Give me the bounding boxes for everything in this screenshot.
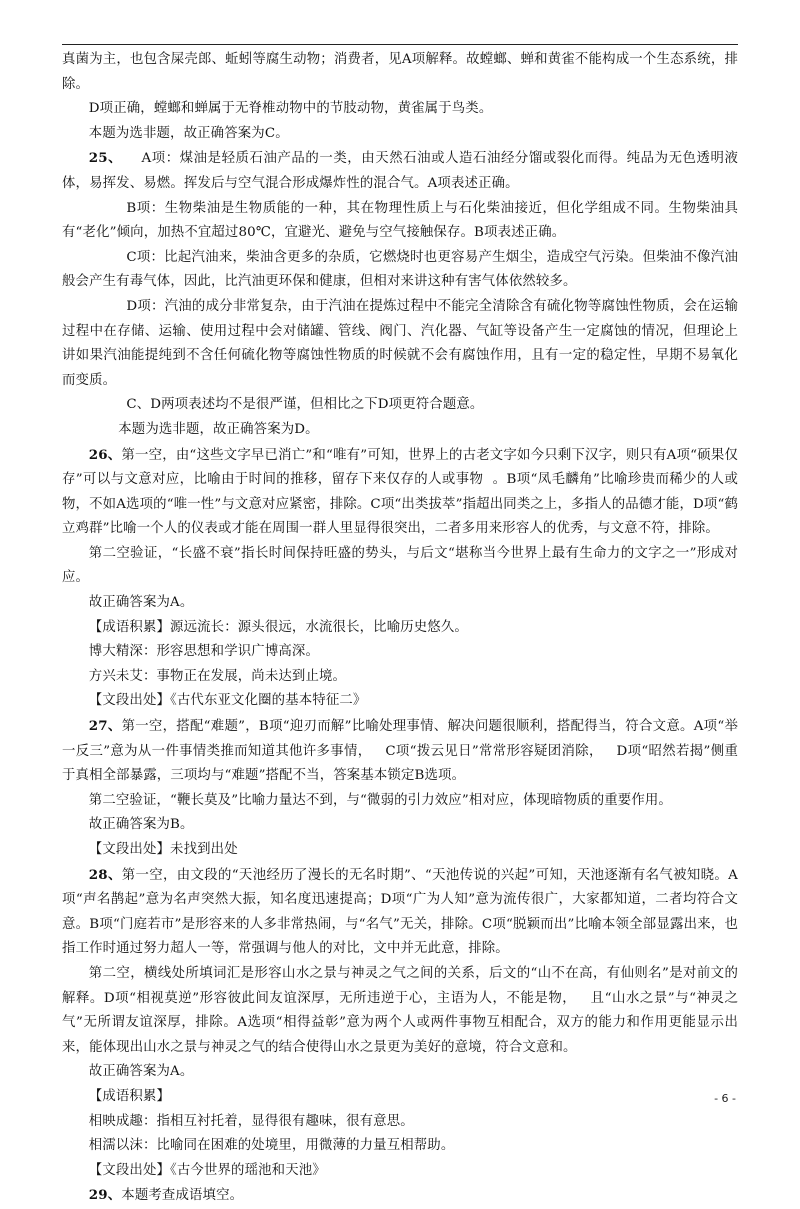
paragraph-text: 第二空，横线处所填词汇是形容山水之景与神灵之气之间的关系，后文的“山不在高，有仙则名”是对前文的解释。D项“相视莫逆”形容彼此间友谊深厚，无所违逆于心，主语为人，不能是物， 且“山水之景”与“神灵之气”无所谓友谊深厚，排除。A选项“相得益彰”意为两个人或两件事物互相配合，双方的能力和作用更能显示出来，能体现出山水之景与神灵之气的结合使得山水之景更为美好的意境，符合文意和。 <box>62 965 738 1055</box>
paragraph <box>62 418 738 443</box>
paragraph-text: 【成语积累】源远流长：源头很远，水流很长，比喻历史悠久。 <box>88 619 468 635</box>
paragraph <box>62 665 738 690</box>
paragraph <box>62 122 738 147</box>
paragraph-text: 故正确答案为A。 <box>88 595 194 611</box>
paragraph-text: 第一空，由文段的“天池经历了漫长的无名时期”、“天池传说的兴起”可知，天池逐渐有名气被知晓。A项“声名鹊起”意为名声突然大振，知名度迅速提高；D项“广为人知”意为流传很广，大家都知道，二者均符合文意。B项“门庭若市”是形容来的人多非常热闹，与“名气”无关，排除。C项“脱颖而出”比喻本领全部显露出来，也指工作时通过努力超人一等，常强调与他人的对比，文中并无此意，排除。 <box>62 867 738 957</box>
document-body <box>62 48 738 1209</box>
paragraph <box>62 962 738 1060</box>
paragraph-text: 故正确答案为B。 <box>88 817 194 833</box>
paragraph-text: A项：煤油是轻质石油产品的一类，由天然石油或人造石油经分馏或裂化而得。纯品为无色透明液体，易挥发、易燃。挥发后与空气混合形成爆炸性的混合气。A项表述正确。 <box>62 151 738 191</box>
paragraph <box>62 1060 738 1085</box>
paragraph <box>62 863 738 962</box>
question-number: 29、 <box>88 1187 122 1204</box>
paragraph <box>62 1134 738 1159</box>
question-number: 28、 <box>88 866 122 883</box>
paragraph <box>62 542 738 591</box>
paragraph-text: 真菌为主，也包含屎壳郎、蚯蚓等腐生动物；消费者，见A项解释。故螳螂、蝉和黄雀不能构成一个生态系统，排除。 <box>62 52 738 92</box>
paragraph <box>62 146 738 196</box>
paragraph-text: 第二空验证，“鞭长莫及”比喻力量达不到，与“微弱的引力效应”相对应，体现暗物质的重要作用。 <box>88 792 672 808</box>
paragraph-text: 【文段出处】《古代东亚文化圈的基本特征二》 <box>88 693 367 709</box>
paragraph <box>62 789 738 814</box>
paragraph <box>62 1110 738 1135</box>
paragraph-text: 方兴未艾：事物正在发展，尚未达到止境。 <box>88 668 347 684</box>
paragraph <box>62 1085 738 1110</box>
paragraph-text: 相濡以沫：比喻同在困难的处境里，用微薄的力量互相帮助。 <box>88 1138 455 1154</box>
paragraph <box>62 813 738 838</box>
paragraph <box>62 246 738 295</box>
page-number: - 6 - <box>714 1092 736 1105</box>
paragraph <box>62 48 738 97</box>
paragraph <box>62 197 738 246</box>
paragraph-text: 故正确答案为A。 <box>88 1064 194 1080</box>
question-number: 26、 <box>88 446 122 463</box>
paragraph-text: 【文段出处】未找到出处 <box>88 842 238 857</box>
paragraph-text: 【文段出处】《古今世界的瑶池和天池》 <box>88 1162 326 1178</box>
paragraph-text: C项：比起汽油来，柴油含更多的杂质，它燃烧时也更容易产生烟尘，造成空气污染。但柴油不像汽油般会产生有毒气体，因此，比汽油更环保和健康，但相对来讲这种有害气体依然较多。 <box>62 249 738 290</box>
question-number: 27、 <box>88 718 122 735</box>
paragraph <box>62 838 738 863</box>
paragraph-text: 本题考查成语填空。 <box>121 1188 244 1204</box>
paragraph-text: 第一空，由“这些文字早已消亡”和“唯有”可知，世界上的古老文字如今只剩下汉字，则只有A项“硕果仅存”可以与文意对应，比喻由于时间的推移，留存下来仅存的人或事物 。B项“凤毛麟角”比喻珍贵而稀少的人或物，不如A选项的“唯一性”与文意对应紧密，排除。C项“出类拔萃”指超出同类之上，多指人的品德才能，D项“鹤立鸡群”比喻一个人的仪表或才能在周围一群人里显得很突出，二者多用来形容人的优秀，与文意不符，排除。 <box>62 447 738 537</box>
paragraph <box>62 1183 738 1209</box>
paragraph-text: B项：生物柴油是生物质能的一种，其在物理性质上与石化柴油接近，但化学组成不同。生物柴油具有“老化”倾向，加热不宜超过80℃，宜避光、避免与空气接触保存。B项表述正确。 <box>62 200 738 241</box>
paragraph <box>62 443 738 542</box>
paragraph-text: 第一空，搭配“难题”，B项“迎刃而解”比喻处理事情、解决问题很顺利，搭配得当，符合文意。A项“举一反三”意为从一件事情类推而知道其他许多事情， C项“拨云见日”常常形容疑团消除， D项“昭然若揭”侧重于真相全部暴露，三项均与“难题”搭配不当，答案基本锁定B选项。 <box>62 719 739 784</box>
paragraph-text: D项：汽油的成分非常复杂，由于汽油在提炼过程中不能完全清除含有硫化物等腐蚀性物质，会在运输过程中在存储、运输、使用过程中会对储罐、管线、阀门、汽化器、气缸等设备产生一定腐蚀的情况，但理论上讲如果汽油能提纯到不含任何硫化物等腐蚀性物质的时候就不会有腐蚀作用，且有一定的稳定性，早期不易氧化而变质。 <box>62 298 738 388</box>
header-rule <box>62 44 738 45</box>
paragraph <box>62 97 738 122</box>
paragraph-text: C、D两项表述均不是很严谨，但相比之下D项更符合题意。 <box>126 397 484 413</box>
paragraph-text: 博大精深：形容思想和学识广博高深。 <box>88 644 319 660</box>
paragraph <box>62 1159 738 1184</box>
paragraph <box>62 640 738 665</box>
paragraph-text: 第二空验证，“长盛不衰”指长时间保持旺盛的势头，与后文“堪称当今世界上最有生命力的文字之一”形成对应。 <box>62 545 738 586</box>
paragraph <box>62 393 738 418</box>
paragraph-text: 相映成趣：指相互衬托着，显得很有趣味，很有意思。 <box>88 1113 414 1129</box>
paragraph-text: 本题为选非题，故正确答案为D。 <box>118 421 319 437</box>
paragraph <box>62 689 738 714</box>
paragraph <box>62 616 738 641</box>
paragraph <box>62 714 738 789</box>
question-number: 25、 <box>88 150 123 167</box>
paragraph-text: 【成语积累】 <box>88 1088 171 1104</box>
paragraph-text: D项正确，螳螂和蝉属于无脊椎动物中的节肢动物，黄雀属于鸟类。 <box>88 101 493 117</box>
paragraph <box>62 591 738 616</box>
paragraph-text: 本题为选非题，故正确答案为C。 <box>88 125 289 141</box>
paragraph <box>62 295 738 393</box>
